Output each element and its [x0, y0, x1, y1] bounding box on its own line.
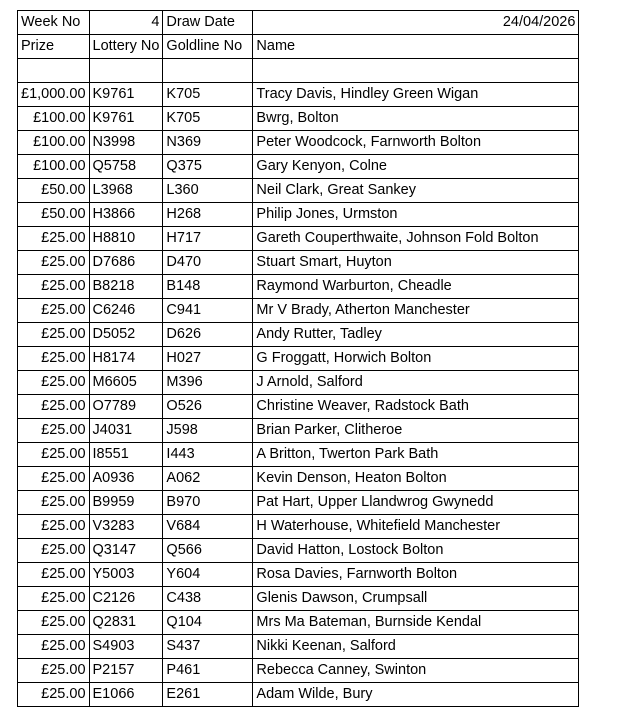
goldline-no-cell: A062: [163, 467, 253, 491]
results-table: [17, 10, 579, 707]
lottery-no-cell: K9761: [89, 107, 163, 131]
lottery-no-cell: I8551: [89, 443, 163, 467]
table-row: [18, 251, 579, 275]
table-row: [18, 323, 579, 347]
goldline-no-cell: D626: [163, 323, 253, 347]
prize-cell: £25.00: [18, 515, 90, 539]
name-cell: A Britton, Twerton Park Bath: [253, 443, 579, 467]
goldline-no-cell: C941: [163, 299, 253, 323]
name-cell: Kevin Denson, Heaton Bolton: [253, 467, 579, 491]
lottery-no-cell: K9761: [89, 83, 163, 107]
goldline-no-cell: B970: [163, 491, 253, 515]
prize-cell: £25.00: [18, 419, 90, 443]
goldline-no-cell: Q375: [163, 155, 253, 179]
name-cell: Pat Hart, Upper Llandwrog Gwynedd: [253, 491, 579, 515]
prize-cell: £25.00: [18, 371, 90, 395]
prize-cell: £25.00: [18, 395, 90, 419]
blank-row: [18, 59, 579, 83]
lottery-no-cell: J4031: [89, 419, 163, 443]
table-row: [18, 371, 579, 395]
prize-cell: £25.00: [18, 347, 90, 371]
table-row: [18, 83, 579, 107]
prize-cell: £25.00: [18, 467, 90, 491]
lottery-no-cell: Y5003: [89, 563, 163, 587]
goldline-no-cell: S437: [163, 635, 253, 659]
draw-date-label: Draw Date: [163, 11, 253, 35]
prize-cell: £100.00: [18, 107, 90, 131]
prize-cell: £25.00: [18, 299, 90, 323]
column-header-row: [18, 35, 579, 59]
goldline-no-cell: J598: [163, 419, 253, 443]
goldline-no-cell: V684: [163, 515, 253, 539]
table-row: [18, 179, 579, 203]
lottery-no-cell: C6246: [89, 299, 163, 323]
prize-cell: £25.00: [18, 683, 90, 707]
name-cell: Brian Parker, Clitheroe: [253, 419, 579, 443]
table-row: [18, 683, 579, 707]
lottery-no-cell: H8810: [89, 227, 163, 251]
table-row: [18, 275, 579, 299]
table-row: [18, 107, 579, 131]
goldline-no-cell: M396: [163, 371, 253, 395]
column-header-name: Name: [253, 35, 579, 59]
column-header-prize: Prize: [18, 35, 90, 59]
table-row: [18, 611, 579, 635]
goldline-no-cell: D470: [163, 251, 253, 275]
table-row: [18, 443, 579, 467]
goldline-no-cell: C438: [163, 587, 253, 611]
goldline-no-cell: H268: [163, 203, 253, 227]
table-row: [18, 539, 579, 563]
goldline-no-cell: O526: [163, 395, 253, 419]
name-cell: Peter Woodcock, Farnworth Bolton: [253, 131, 579, 155]
table-row: [18, 155, 579, 179]
table-row: [18, 299, 579, 323]
prize-cell: £25.00: [18, 275, 90, 299]
goldline-no-cell: I443: [163, 443, 253, 467]
name-cell: Andy Rutter, Tadley: [253, 323, 579, 347]
lottery-no-cell: N3998: [89, 131, 163, 155]
prize-cell: £100.00: [18, 131, 90, 155]
prize-cell: £1,000.00: [18, 83, 90, 107]
name-cell: Adam Wilde, Bury: [253, 683, 579, 707]
name-cell: Christine Weaver, Radstock Bath: [253, 395, 579, 419]
lottery-no-cell: O7789: [89, 395, 163, 419]
table-row: [18, 659, 579, 683]
goldline-no-cell: L360: [163, 179, 253, 203]
prize-cell: £25.00: [18, 227, 90, 251]
name-cell: Nikki Keenan, Salford: [253, 635, 579, 659]
lottery-no-cell: C2126: [89, 587, 163, 611]
name-cell: David Hatton, Lostock Bolton: [253, 539, 579, 563]
lottery-no-cell: B9959: [89, 491, 163, 515]
week-label: Week No: [18, 11, 90, 35]
name-cell: Glenis Dawson, Crumpsall: [253, 587, 579, 611]
goldline-no-cell: K705: [163, 107, 253, 131]
goldline-no-cell: Q104: [163, 611, 253, 635]
lottery-no-cell: D5052: [89, 323, 163, 347]
week-value: 4: [89, 11, 163, 35]
table-row: [18, 491, 579, 515]
table-row: [18, 563, 579, 587]
lottery-no-cell: D7686: [89, 251, 163, 275]
lottery-no-cell: M6605: [89, 371, 163, 395]
name-cell: G Froggatt, Horwich Bolton: [253, 347, 579, 371]
name-cell: Mr V Brady, Atherton Manchester: [253, 299, 579, 323]
goldline-no-cell: E261: [163, 683, 253, 707]
prize-cell: £25.00: [18, 611, 90, 635]
results-table-body: [18, 11, 579, 707]
table-row: [18, 587, 579, 611]
name-cell: Mrs Ma Bateman, Burnside Kendal: [253, 611, 579, 635]
blank-cell: [163, 59, 253, 83]
lottery-no-cell: P2157: [89, 659, 163, 683]
name-cell: Rosa Davies, Farnworth Bolton: [253, 563, 579, 587]
name-cell: Gary Kenyon, Colne: [253, 155, 579, 179]
table-row: [18, 131, 579, 155]
table-row: [18, 395, 579, 419]
lottery-no-cell: L3968: [89, 179, 163, 203]
lottery-no-cell: Q2831: [89, 611, 163, 635]
goldline-no-cell: B148: [163, 275, 253, 299]
prize-cell: £25.00: [18, 659, 90, 683]
goldline-no-cell: H717: [163, 227, 253, 251]
prize-cell: £50.00: [18, 203, 90, 227]
lottery-no-cell: H3866: [89, 203, 163, 227]
prize-cell: £25.00: [18, 563, 90, 587]
name-cell: Neil Clark, Great Sankey: [253, 179, 579, 203]
name-cell: Gareth Couperthwaite, Johnson Fold Bolton: [253, 227, 579, 251]
lottery-no-cell: Q3147: [89, 539, 163, 563]
prize-cell: £25.00: [18, 323, 90, 347]
column-header-goldline-no: Goldline No: [163, 35, 253, 59]
name-cell: Rebecca Canney, Swinton: [253, 659, 579, 683]
name-cell: J Arnold, Salford: [253, 371, 579, 395]
column-header-lottery-no: Lottery No: [89, 35, 163, 59]
name-cell: H Waterhouse, Whitefield Manchester: [253, 515, 579, 539]
table-row: [18, 203, 579, 227]
goldline-no-cell: Q566: [163, 539, 253, 563]
name-cell: Bwrg, Bolton: [253, 107, 579, 131]
name-cell: Stuart Smart, Huyton: [253, 251, 579, 275]
prize-cell: £25.00: [18, 635, 90, 659]
name-cell: Raymond Warburton, Cheadle: [253, 275, 579, 299]
table-row: [18, 635, 579, 659]
prize-cell: £25.00: [18, 587, 90, 611]
name-cell: Philip Jones, Urmston: [253, 203, 579, 227]
table-row: [18, 419, 579, 443]
lottery-no-cell: Q5758: [89, 155, 163, 179]
table-row: [18, 347, 579, 371]
lottery-no-cell: H8174: [89, 347, 163, 371]
prize-cell: £100.00: [18, 155, 90, 179]
prize-cell: £25.00: [18, 251, 90, 275]
lottery-no-cell: E1066: [89, 683, 163, 707]
prize-cell: £50.00: [18, 179, 90, 203]
header-row-week: [18, 11, 579, 35]
table-row: [18, 515, 579, 539]
blank-cell: [18, 59, 90, 83]
prize-cell: £25.00: [18, 443, 90, 467]
lottery-no-cell: V3283: [89, 515, 163, 539]
blank-cell: [89, 59, 163, 83]
table-row: [18, 227, 579, 251]
table-row: [18, 467, 579, 491]
prize-cell: £25.00: [18, 491, 90, 515]
blank-cell: [253, 59, 579, 83]
goldline-no-cell: N369: [163, 131, 253, 155]
goldline-no-cell: P461: [163, 659, 253, 683]
prize-cell: £25.00: [18, 539, 90, 563]
draw-date-value: 24/04/2026: [253, 11, 579, 35]
name-cell: Tracy Davis, Hindley Green Wigan: [253, 83, 579, 107]
lottery-no-cell: S4903: [89, 635, 163, 659]
lottery-no-cell: A0936: [89, 467, 163, 491]
goldline-no-cell: Y604: [163, 563, 253, 587]
lottery-no-cell: B8218: [89, 275, 163, 299]
goldline-no-cell: H027: [163, 347, 253, 371]
goldline-no-cell: K705: [163, 83, 253, 107]
